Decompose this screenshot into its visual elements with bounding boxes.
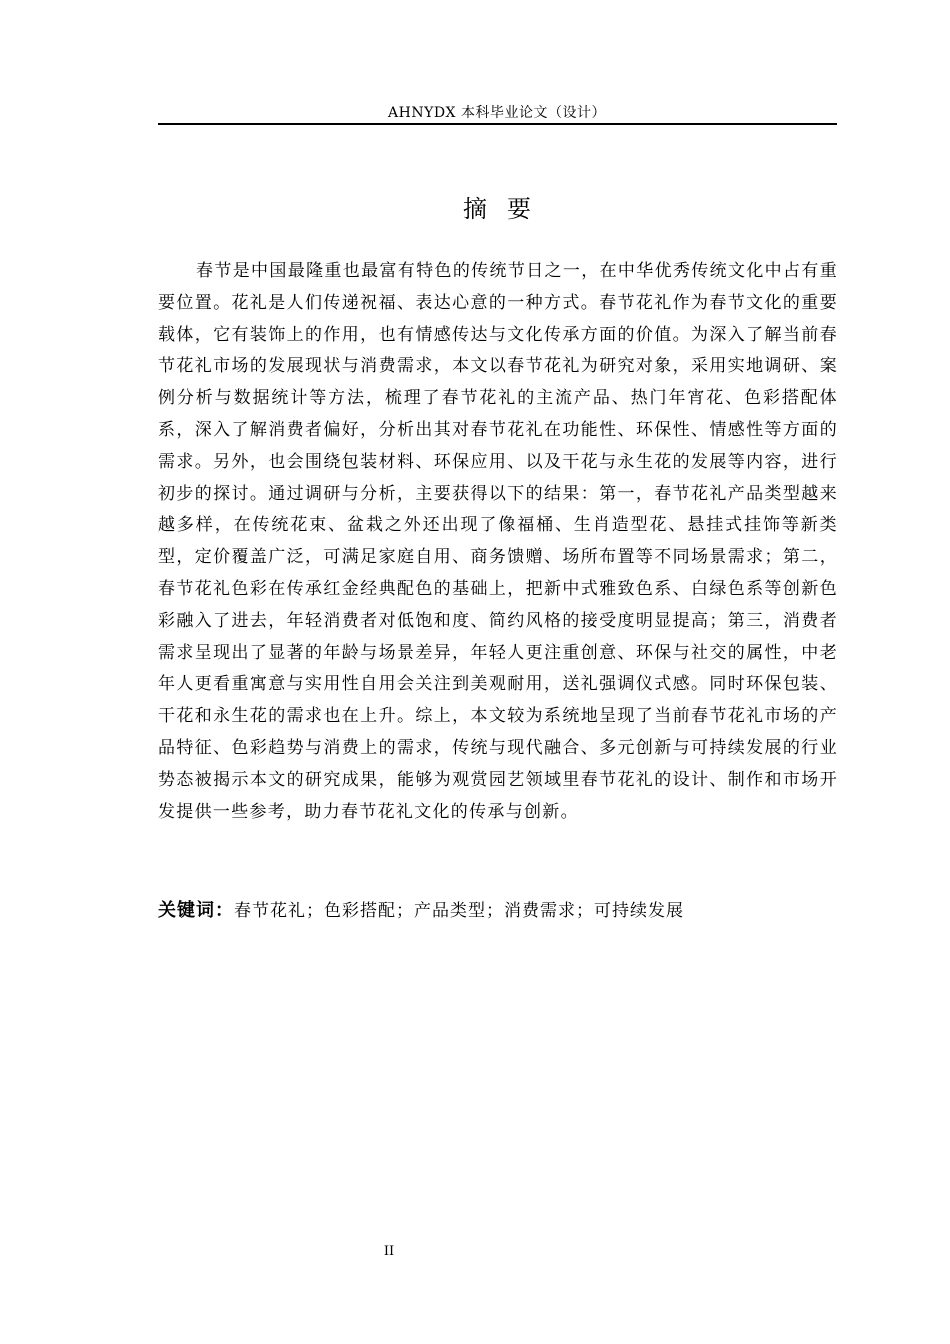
keywords-line (158, 896, 838, 926)
keywords-label: 关键词： (158, 900, 234, 921)
abstract-body: 春节是中国最隆重也最富有特色的传统节日之一，在中华优秀传统文化中占有重要位置。花礼是人们传递祝福、表达心意的一种方式。春节花礼作为春节文化的重要载体，它有装饰上的作用，也有情感传达与文化传承方面的价值。为深入了解当前春节花礼市场的发展现状与消费需求，本文以春节花礼为研究对象，采用实地调研、案例分析与数据统计等方法，梳理了春节花礼的主流产品、热门年宵花、色彩搭配体系，深入了解消费者偏好，分析出其对春节花礼在功能性、环保性、情感性等方面的需求。另外，也会围绕包装材料、环保应用、以及干花与永生花的发展等内容，进行初步的探讨。通过调研与分析，主要获得以下的结果：第一，春节花礼产品类型越来越多样，在传统花束、盆栽之外还出现了像福桶、生肖造型花、悬挂式挂饰等新类型，定价覆盖广泛，可满足家庭自用、商务馈赠、场所布置等不同场景需求；第二，春节花礼色彩在传承红金经典配色的基础上，把新中式雅致色系、白绿色系等创新色彩融入了进去，年轻消费者对低饱和度、简约风格的接受度明显提高；第三，消费者需求呈现出了显著的年龄与场景差异，年轻人更注重创意、环保与社交的属性，中老年人更看重寓意与实用性自用会关注到美观耐用，送礼强调仪式感。同时环保包装、干花和永生花的需求也在上升。综上，本文较为系统地呈现了当前春节花礼市场的产品特征、色彩趋势与消费上的需求，传统与现代融合、多元创新与可持续发展的行业势态被揭示本文的研究成果，能够为观赏园艺领域里春节花礼的设计、制作和市场开发提供一些参考，助力春节花礼文化的传承与创新。 (158, 261, 838, 822)
abstract-title: 摘要 (463, 195, 551, 223)
page-number: II (383, 1244, 395, 1259)
keywords-text: 春节花礼；色彩搭配；产品类型；消费需求；可持续发展 (234, 901, 684, 921)
header-divider (158, 123, 837, 125)
running-header: AHNYDX 本科毕业论文（设计） (388, 105, 606, 121)
